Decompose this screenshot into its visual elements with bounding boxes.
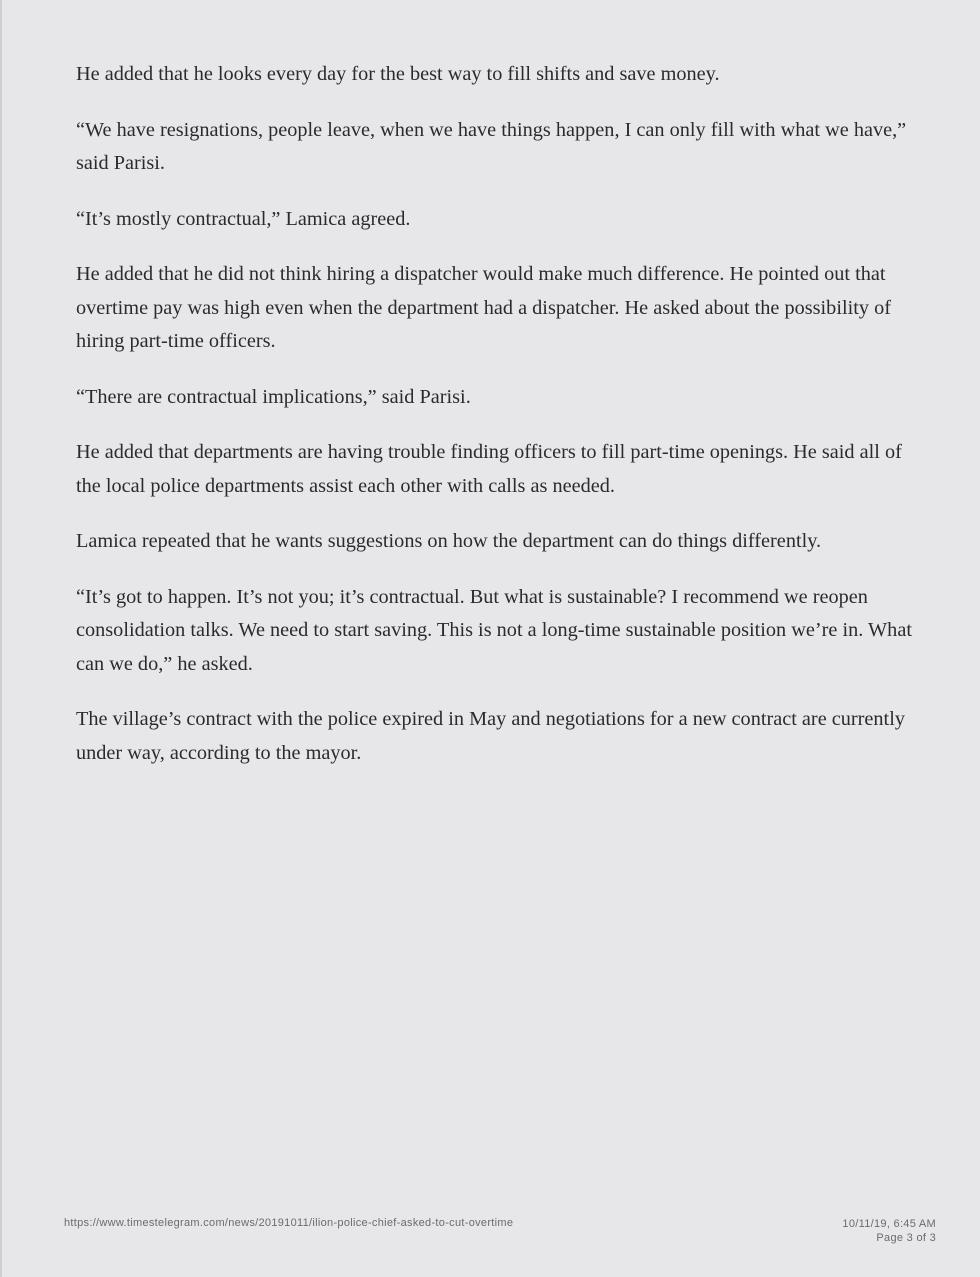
paragraph-4: He added that he did not think hiring a dispatcher would make much difference. He pointed out that overtime pay was high even when the department had a dispatcher. He asked about the possibility of hiring part-time officers. [76, 263, 891, 352]
paragraph-3: “It’s mostly contractual,” Lamica agreed. [76, 207, 411, 230]
footer-page-number: Page 3 of 3 [876, 1232, 936, 1244]
paragraph-9: The village’s contract with the police expired in May and negotiations for a new contract are currently under way, according to the mayor. [76, 708, 905, 764]
paragraph-8: “It’s got to happen. It’s not you; it’s contractual. But what is sustainable? I recommend we reopen consolidation talks. We need to start saving. This is not a long-time sustainable position we’re in. What can we do,” he asked. [76, 585, 912, 675]
paragraph-5: “There are contractual implications,” said Parisi. [76, 385, 471, 408]
footer-meta [842, 1217, 936, 1245]
footer-datetime: 10/11/19, 6:45 AM [842, 1218, 936, 1230]
paragraph-7: Lamica repeated that he wants suggestions on how the department can do things differently. [76, 530, 822, 552]
paragraph-6: He added that departments are having trouble finding officers to fill part-time openings. He said all of the local police departments assist each other with calls as needed. [76, 441, 902, 497]
footer-url: https://www.timestelegram.com/news/20191011/ilion-police-chief-asked-to-cut-overtime [64, 1217, 514, 1229]
paragraph-1: He added that he looks every day for the best way to fill shifts and save money. [76, 63, 720, 85]
paragraph-2: “We have resignations, people leave, when we have things happen, I can only fill with what we have,” said Parisi. [76, 118, 907, 174]
article-body [76, 58, 922, 792]
